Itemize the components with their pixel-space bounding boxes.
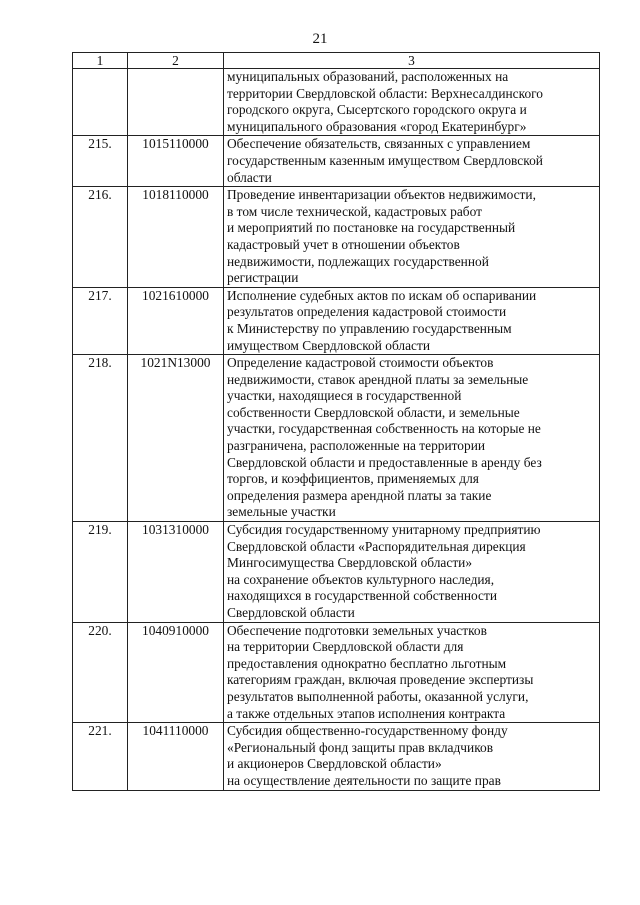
description-line: Определение кадастровой стоимости объектов xyxy=(227,355,494,371)
item-description xyxy=(224,287,600,354)
budget-code: 1021N13000 xyxy=(128,355,224,522)
page-number: 21 xyxy=(312,31,328,47)
description-line: государственным казенным имуществом Свердловской xyxy=(227,152,543,168)
row-number: 217. xyxy=(73,287,128,354)
description-line: находящихся в государственной собственности xyxy=(227,588,498,604)
budget-code: 1040910000 xyxy=(128,622,224,723)
budget-code: 1015110000 xyxy=(128,136,224,187)
row-number: 215. xyxy=(73,136,128,187)
description-line: результатов определения кадастровой стоимости xyxy=(227,304,507,320)
description-line: муниципального образования «город Екатеринбург» xyxy=(227,118,527,134)
description-line: определения размера арендной платы за такие xyxy=(227,487,492,503)
description-line: и акционеров Свердловской области» xyxy=(227,756,442,772)
budget-items-table xyxy=(72,52,600,791)
description-line: Мингосимущества Свердловской области» xyxy=(227,555,473,571)
row-number: 219. xyxy=(73,522,128,623)
table-row xyxy=(73,69,600,136)
row-number: 216. xyxy=(73,187,128,288)
description-line: недвижимости, ставок арендной платы за земельные xyxy=(227,371,529,387)
description-line: и мероприятий по постановке на государственный xyxy=(227,220,516,236)
description-line: Субсидия общественно-государственному фонду xyxy=(227,723,508,739)
description-line: разграничена, расположенные на территории xyxy=(227,438,486,454)
description-line: результатов выполненной работы, оказанной услуги, xyxy=(227,688,529,704)
table-row xyxy=(73,187,600,288)
table-row xyxy=(73,287,600,354)
description-line: на осуществление деятельности по защите прав xyxy=(227,772,501,788)
budget-code: 1041110000 xyxy=(128,723,224,790)
budget-code xyxy=(128,69,224,136)
description-line: недвижимости, подлежащих государственной xyxy=(227,253,489,269)
item-description xyxy=(224,187,600,288)
description-line: области xyxy=(227,169,272,185)
description-line: Свердловской области «Распорядительная дирекция xyxy=(227,538,526,554)
table-row xyxy=(73,622,600,723)
description-line: Субсидия государственному унитарному предприятию xyxy=(227,522,541,538)
description-line: Свердловской области xyxy=(227,605,355,620)
description-line: имуществом Свердловской области xyxy=(227,337,431,353)
budget-code: 1018110000 xyxy=(128,187,224,288)
description-line: муниципальных образований, расположенных на xyxy=(227,69,509,84)
description-line: регистрации xyxy=(227,270,299,286)
item-description xyxy=(224,355,600,522)
budget-code: 1031310000 xyxy=(128,522,224,623)
description-line: территории Свердловской области: Верхнесалдинского xyxy=(227,85,543,101)
table-row xyxy=(73,355,600,522)
description-line: на территории Свердловской области для xyxy=(227,639,464,655)
description-line: на сохранение объектов культурного наследия, xyxy=(227,571,495,587)
description-line: Проведение инвентаризации объектов недвижимости, xyxy=(227,187,536,203)
column-header-number: 1 xyxy=(73,53,128,69)
row-number: 218. xyxy=(73,355,128,522)
table-row xyxy=(73,136,600,187)
description-line: Обеспечение обязательств, связанных с управлением xyxy=(227,136,531,152)
item-description xyxy=(224,522,600,623)
description-line: к Министерству по управлению государственным xyxy=(227,320,512,336)
description-line: земельные участки xyxy=(227,504,336,520)
description-line: предоставления однократно бесплатно льготным xyxy=(227,655,507,671)
row-number: 220. xyxy=(73,622,128,723)
table-row xyxy=(73,723,600,790)
item-description xyxy=(224,69,600,136)
description-line: торгов, и коэффициентов, применяемых для xyxy=(227,471,479,487)
table-body xyxy=(73,69,600,791)
description-line: а также отдельных этапов исполнения контракта xyxy=(227,705,506,721)
table-header-row xyxy=(73,53,600,69)
description-line: Обеспечение подготовки земельных участков xyxy=(227,622,487,638)
column-header-description: 3 xyxy=(224,53,600,69)
description-line: «Региональный фонд защиты прав вкладчиков xyxy=(227,739,494,755)
description-line: Исполнение судебных актов по искам об оспаривании xyxy=(227,287,537,303)
budget-code: 1021610000 xyxy=(128,287,224,354)
row-number xyxy=(73,69,128,136)
description-line: участки, государственная собственность на которые не xyxy=(227,421,541,437)
description-line: собственности Свердловской области, и земельные xyxy=(227,404,520,420)
column-header-code: 2 xyxy=(128,53,224,69)
description-line: Свердловской области и предоставленные в аренду без xyxy=(227,454,542,470)
description-line: категориям граждан, включая проведение экспертизы xyxy=(227,672,534,688)
item-description xyxy=(224,622,600,723)
item-description xyxy=(224,136,600,187)
table-row xyxy=(73,522,600,623)
description-line: кадастровый учет в отношении объектов xyxy=(227,236,460,252)
item-description xyxy=(224,723,600,790)
description-line: участки, находящиеся в государственной xyxy=(227,388,462,404)
row-number: 221. xyxy=(73,723,128,790)
description-line: в том числе технической, кадастровых работ xyxy=(227,203,482,219)
description-line: городского округа, Сысертского городского округа и xyxy=(227,102,527,118)
